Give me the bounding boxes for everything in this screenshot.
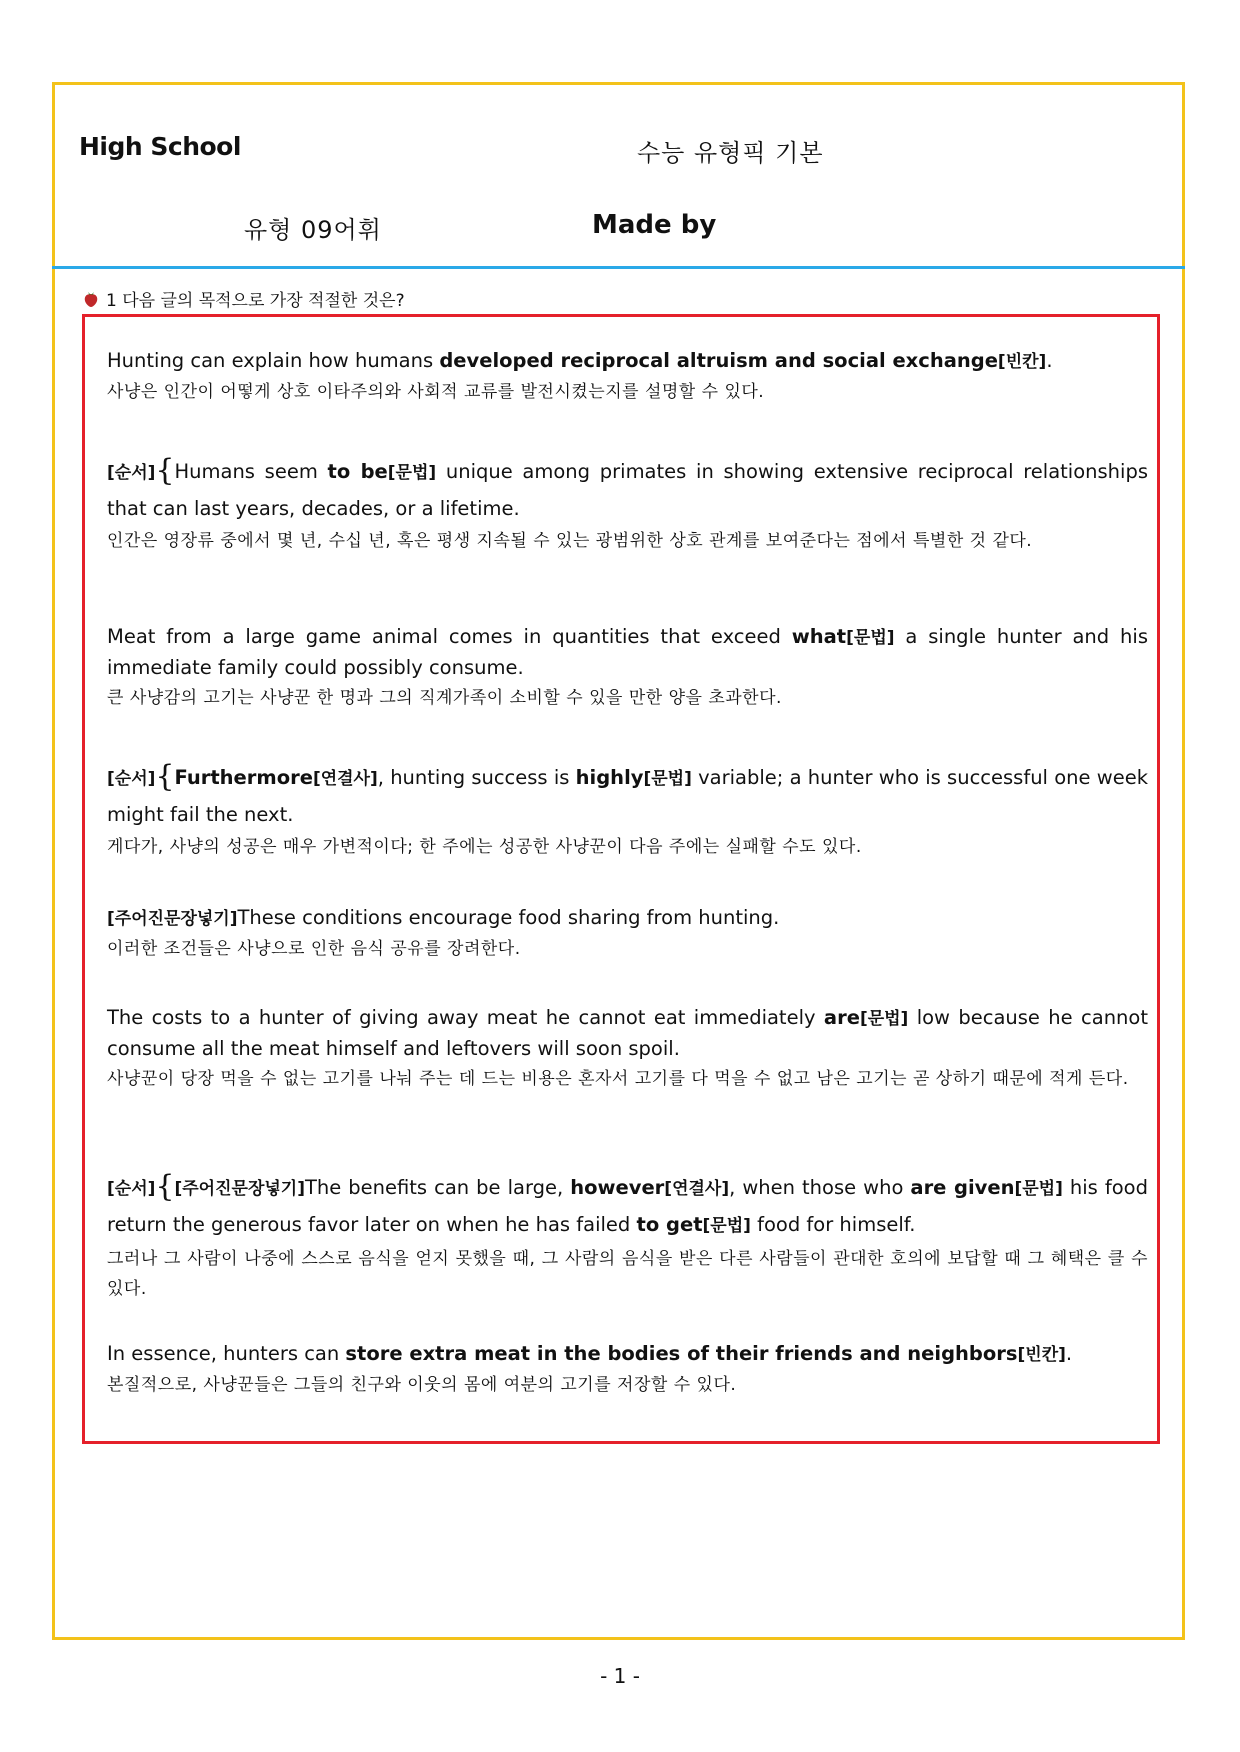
korean-translation: 이러한 조건들은 사냥으로 인한 음식 공유를 장려한다. [107, 939, 521, 959]
made-by-label: Made by [592, 210, 717, 240]
keyword: to be [327, 460, 388, 483]
tag: [문법] [387, 463, 437, 483]
korean-translation: 게다가, 사냥의 성공은 매우 가변적이다; 한 주에는 성공한 사냥꾼이 다음 주에는 실패할 수도 있다. [107, 837, 862, 857]
english-sentence [92, 454, 1148, 526]
paragraph-3 [92, 622, 1148, 713]
keyword: are given [910, 1176, 1015, 1199]
english-sentence [92, 1339, 1148, 1370]
keyword: highly [575, 766, 644, 789]
text: These conditions encourage food sharing from hunting. [237, 906, 780, 929]
tag: [주어진문장넣기] [107, 909, 238, 929]
paragraph-4 [92, 760, 1148, 862]
text: The benefits can be large, [304, 1176, 571, 1199]
text: , when those who [729, 1176, 911, 1199]
text: In essence, hunters can [107, 1342, 346, 1365]
tag: [문법] [702, 1216, 751, 1236]
english-sentence [92, 760, 1148, 832]
tag: [연결사] [664, 1179, 730, 1199]
korean-translation: 본질적으로, 사냥꾼들은 그들의 친구와 이웃의 몸에 여분의 고기를 저장할 수 있다. [107, 1375, 737, 1395]
tag: [문법] [643, 769, 692, 789]
keyword: are [823, 1006, 860, 1029]
paragraph-8 [92, 1339, 1148, 1400]
text: unique among primates in showing extensive reciprocal relationships that can last years, decades, or a lifetime. [107, 460, 1148, 520]
text: his food return the generous favor later on when he has failed [107, 1176, 1148, 1236]
brace-icon: { [155, 453, 175, 488]
series-title: 수능 유형픽 기본 [637, 139, 824, 167]
tag: [빈칸] [1017, 1345, 1066, 1365]
question-text: 1 다음 글의 목적으로 가장 적절한 것은? [106, 291, 405, 311]
brace-icon: { [155, 759, 175, 794]
korean-translation: 인간은 영장류 중에서 몇 년, 수십 년, 혹은 평생 지속될 수 있는 광범위한 상호 관계를 보여준다는 점에서 특별한 것 같다. [107, 531, 1033, 551]
tag: [문법] [859, 1009, 909, 1029]
english-sentence [92, 1003, 1148, 1064]
question-line [84, 286, 405, 311]
tag: [주어진문장넣기] [174, 1179, 305, 1199]
text: , hunting success is [377, 766, 576, 789]
page-number: - 1 - [600, 1664, 640, 1688]
keyword: store extra meat in the bodies of their friends and neighbors [345, 1342, 1018, 1365]
tag: [연결사] [312, 769, 378, 789]
keyword: what [791, 625, 847, 648]
english-sentence [92, 1170, 1148, 1244]
keyword: developed reciprocal altruism and social exchange [439, 349, 998, 372]
paragraph-1 [92, 346, 1148, 407]
text: Meat from a large game animal comes in quantities that exceed [107, 625, 792, 648]
keyword: to get [636, 1213, 703, 1236]
header-divider [52, 266, 1185, 269]
text: a single hunter and his immediate family could possibly consume. [107, 625, 1148, 679]
tag: [순서] [107, 769, 156, 789]
keyword: however [570, 1176, 665, 1199]
paragraph-5 [92, 903, 1148, 964]
tag: [문법] [1014, 1179, 1063, 1199]
keyword: Furthermore [174, 766, 313, 789]
paragraph-7 [92, 1170, 1148, 1304]
text: food for himself. [750, 1213, 916, 1236]
english-sentence [92, 346, 1148, 377]
korean-translation: 그러나 그 사람이 나중에 스스로 음식을 얻지 못했을 때, 그 사람의 음식을 받은 다른 사람들이 관대한 호의에 보답할 때 그 혜택은 클 수 있다. [107, 1249, 1148, 1299]
tag: [순서] [107, 463, 156, 483]
brace-icon: { [155, 1169, 175, 1204]
tag: [순서] [107, 1179, 156, 1199]
english-sentence [92, 903, 1148, 934]
text: . [1046, 349, 1053, 372]
strawberry-icon [84, 291, 98, 307]
text: low because he cannot consume all the meat himself and leftovers will soon spoil. [107, 1006, 1148, 1060]
paragraph-2 [92, 454, 1148, 556]
korean-translation: 사냥은 인간이 어떻게 상호 이타주의와 사회적 교류를 발전시켰는지를 설명할 수 있다. [107, 382, 765, 402]
text: variable; a hunter who is successful one week might fail the next. [107, 766, 1148, 826]
korean-translation: 큰 사냥감의 고기는 사냥꾼 한 명과 그의 직계가족이 소비할 수 있을 만한 양을 초과한다. [107, 688, 782, 708]
english-sentence [92, 622, 1148, 683]
type-label: 유형 09어휘 [244, 216, 382, 244]
text: The costs to a hunter of giving away meat he cannot eat immediately [107, 1006, 824, 1029]
korean-translation: 사냥꾼이 당장 먹을 수 없는 고기를 나눠 주는 데 드는 비용은 혼자서 고기를 다 먹을 수 없고 남은 고기는 곧 상하기 때문에 적게 든다. [107, 1069, 1129, 1089]
tag: [빈칸] [997, 352, 1047, 372]
text: . [1065, 1342, 1073, 1365]
school-label: High School [79, 132, 241, 161]
text: Humans seem [174, 460, 328, 483]
tag: [문법] [846, 628, 895, 648]
text: Hunting can explain how humans [107, 349, 440, 372]
paragraph-6 [92, 1003, 1148, 1094]
